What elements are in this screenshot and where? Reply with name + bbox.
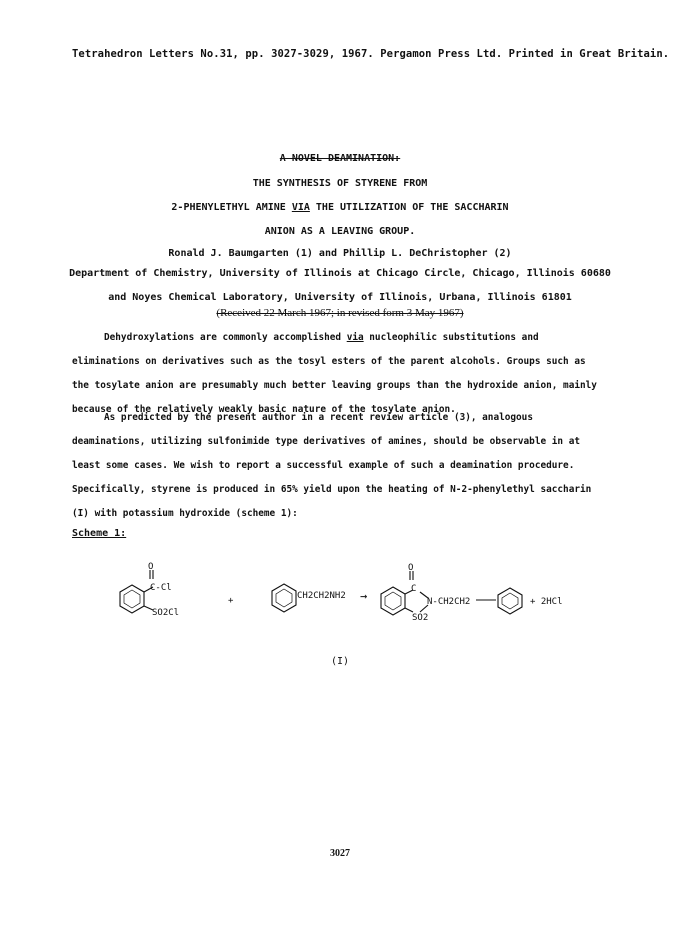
plus-sign: + (228, 596, 234, 606)
title-line-1 (0, 153, 680, 164)
received-date-text: (Received 22 March 1967; in revised form 3 May 1967) (216, 307, 464, 319)
reactant-1-oxygen: O (148, 562, 154, 572)
title-line-4: ANION AS A LEAVING GROUP. (264, 226, 416, 237)
product-so2: SO2 (412, 613, 429, 623)
page-number: 3027 (330, 848, 350, 859)
title-line-3-pre: 2-PHENYLETHYL AMINE (171, 202, 292, 213)
affiliation-2: and Noyes Chemical Laboratory, University of Illinois, Urbana, Illinois 61801 (108, 292, 572, 303)
product-oxygen: O (408, 563, 414, 573)
product-n-chain: N-CH2CH2 (427, 597, 471, 607)
paragraph-2 (72, 406, 608, 526)
paragraph-1-start: Dehydroxylations are commonly accomplished (104, 332, 347, 343)
affiliation-1: Department of Chemistry, University of Illinois at Chicago Circle, Chicago, Illinois 60680 (69, 268, 611, 279)
title-line-2: THE SYNTHESIS OF STYRENE FROM (252, 178, 428, 189)
product-carbonyl: C (411, 584, 417, 594)
byproduct-hcl: + 2HCl (530, 597, 563, 607)
reaction-arrow: → (360, 589, 368, 603)
reactant-1-structure (120, 570, 153, 613)
journal-header: Tetrahedron Letters No.31, pp. 3027-3029, 1967. Pergamon Press Ltd. Printed in Great Britain. (72, 48, 670, 60)
title-line-3 (0, 202, 680, 213)
reactant-1-acyl-chloride: C-Cl (150, 583, 172, 593)
title-line-3-via: VIA (291, 202, 310, 213)
paragraph-1-rest: nucleophilic substitutions and eliminations on derivatives such as the tosyl esters of the parent alcohols. Groups such as the tosylate anion are presumably much better leaving groups than the hydroxide anion, mainly because of the relatively weakly basic nature of the tosylate anion. (72, 332, 597, 415)
authors: Ronald J. Baumgarten (1) and Phillip L. DeChristopher (2) (168, 248, 512, 259)
reaction-scheme (0, 560, 680, 650)
title-line-3-post: THE UTILIZATION OF THE SACCHARIN (309, 202, 509, 213)
product-structure (381, 571, 522, 615)
paragraph-1-via: via (346, 332, 364, 343)
title-line-1-text: A NOVEL DEAMINATION: (279, 153, 401, 164)
compound-label: (I) (330, 656, 350, 667)
reactant-1-sulfonyl-chloride: SO2Cl (152, 608, 180, 618)
scheme-label: Scheme 1: (72, 528, 127, 539)
paragraph-2-text: As predicted by the present author in a recent review article (3), analogous deaminations, utilizing sulfonimide type derivatives of amines, should be observable in at least some cases. We wish to report a successful example of such a deamination procedure. Specifically, styrene is produced in 65% yield upon the heating of N-2-phenylethyl saccharin (I) with potassium hydroxide (scheme 1): (72, 412, 592, 519)
reactant-2-structure (272, 584, 296, 612)
received-date (0, 307, 680, 319)
reactant-2-chain: CH2CH2NH2 (297, 591, 346, 601)
